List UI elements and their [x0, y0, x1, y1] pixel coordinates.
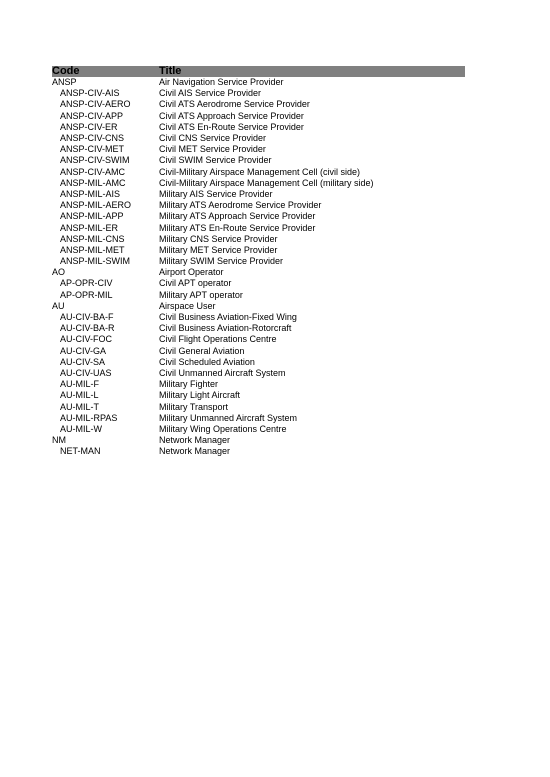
row-title: Civil-Military Airspace Management Cell (military side) [159, 177, 374, 188]
row-code: ANSP-CIV-AMC [60, 166, 126, 177]
row-title: Military MET Service Provider [159, 244, 278, 255]
table-body [52, 77, 465, 457]
table-row [52, 144, 465, 155]
row-code: ANSP-MIL-SWIM [60, 256, 131, 267]
row-code: NM [52, 435, 66, 446]
table-row [52, 435, 465, 446]
table-row [52, 256, 465, 267]
row-title: Military Unmanned Aircraft System [159, 412, 298, 423]
table-row [52, 189, 465, 200]
row-title: Civil SWIM Service Provider [159, 155, 272, 166]
row-title: Civil AIS Service Provider [159, 88, 262, 99]
row-code: ANSP-MIL-AIS [60, 188, 121, 199]
table-row [52, 446, 465, 457]
row-title: Airport Operator [159, 267, 224, 278]
table-row [52, 167, 465, 178]
row-title: Civil Scheduled Aviation [159, 356, 255, 367]
table-row [52, 323, 465, 334]
row-code: ANSP-CIV-AIS [60, 88, 120, 99]
row-code: AU-MIL-L [60, 390, 99, 401]
table-row [52, 200, 465, 211]
row-code: ANSP-CIV-AERO [60, 99, 131, 110]
row-code: ANSP-CIV-CNS [60, 133, 125, 144]
row-code: AU-CIV-GA [60, 345, 107, 356]
table-row [52, 267, 465, 278]
table-row [52, 99, 465, 110]
table-row [52, 390, 465, 401]
table-row [52, 413, 465, 424]
row-title: Military APT operator [159, 289, 243, 300]
row-title: Network Manager [159, 446, 231, 457]
row-title: Military SWIM Service Provider [159, 256, 284, 267]
row-title: Military Light Aircraft [159, 390, 241, 401]
row-code: AU-CIV-BA-F [60, 312, 114, 323]
table-row [52, 312, 465, 323]
table-row [52, 122, 465, 133]
row-title: Civil Flight Operations Centre [159, 334, 277, 345]
table-row [52, 379, 465, 390]
column-header-code: Code [52, 66, 80, 77]
row-title: Military ATS Aerodrome Service Provider [159, 200, 322, 211]
row-code: AP-OPR-CIV [60, 278, 113, 289]
row-code: ANSP-MIL-MET [60, 244, 125, 255]
row-code: AU-CIV-BA-R [60, 323, 115, 334]
row-title: Civil APT operator [159, 278, 232, 289]
row-title: Network Manager [159, 435, 231, 446]
row-title: Military ATS En-Route Service Provider [159, 222, 316, 233]
row-code: AU-MIL-F [60, 379, 99, 390]
row-title: Civil ATS Approach Service Provider [159, 110, 304, 121]
row-code: AU-CIV-SA [60, 356, 106, 367]
table-row [52, 424, 465, 435]
row-code: ANSP-MIL-ER [60, 222, 119, 233]
row-code: ANSP-CIV-MET [60, 144, 125, 155]
row-title: Air Navigation Service Provider [159, 77, 284, 88]
table-row [52, 133, 465, 144]
row-code: AU-MIL-RPAS [60, 412, 118, 423]
row-title: Military CNS Service Provider [159, 233, 278, 244]
table-row [52, 234, 465, 245]
table-row [52, 346, 465, 357]
row-title: Civil Unmanned Aircraft System [159, 367, 286, 378]
row-title: Military Fighter [159, 379, 219, 390]
row-title: Civil MET Service Provider [159, 144, 266, 155]
row-title: Civil General Aviation [159, 345, 245, 356]
row-code: ANSP-CIV-APP [60, 110, 124, 121]
table-row [52, 245, 465, 256]
table-row [52, 368, 465, 379]
row-title: Military AIS Service Provider [159, 188, 273, 199]
row-title: Military Wing Operations Centre [159, 423, 287, 434]
row-code: AO [52, 267, 66, 278]
column-header-title: Title [159, 66, 182, 77]
row-code: ANSP [52, 77, 77, 88]
table-row [52, 111, 465, 122]
table-row [52, 178, 465, 189]
row-title: Civil Business Aviation-Rotorcraft [159, 323, 292, 334]
row-code: ANSP-CIV-ER [60, 121, 118, 132]
table-row [52, 88, 465, 99]
table-row [52, 401, 465, 412]
row-code: NET-MAN [60, 446, 101, 457]
row-code: AU-MIL-T [60, 401, 99, 412]
row-code: AU-CIV-FOC [60, 334, 113, 345]
row-title: Civil ATS Aerodrome Service Provider [159, 99, 310, 110]
row-code: ANSP-CIV-SWIM [60, 155, 130, 166]
table-row [52, 334, 465, 345]
row-code: AP-OPR-MIL [60, 289, 113, 300]
table-row [52, 278, 465, 289]
code-title-table [52, 66, 465, 457]
row-title: Civil ATS En-Route Service Provider [159, 121, 304, 132]
row-title: Military ATS Approach Service Provider [159, 211, 316, 222]
table-header-row [52, 66, 465, 77]
row-code: ANSP-MIL-CNS [60, 233, 125, 244]
row-title: Civil-Military Airspace Management Cell (civil side) [159, 166, 361, 177]
row-code: ANSP-MIL-AMC [60, 177, 126, 188]
row-code: ANSP-MIL-AERO [60, 200, 132, 211]
table-row [52, 77, 465, 88]
row-title: Civil CNS Service Provider [159, 133, 267, 144]
row-code: ANSP-MIL-APP [60, 211, 124, 222]
table-row [52, 357, 465, 368]
row-code: AU [52, 300, 65, 311]
table-row [52, 222, 465, 233]
row-title: Airspace User [159, 300, 216, 311]
table-row [52, 301, 465, 312]
row-title: Civil Business Aviation-Fixed Wing [159, 312, 297, 323]
table-row [52, 290, 465, 301]
table-row [52, 155, 465, 166]
row-code: AU-CIV-UAS [60, 367, 112, 378]
table-row [52, 211, 465, 222]
row-code: AU-MIL-W [60, 423, 102, 434]
row-title: Military Transport [159, 401, 229, 412]
